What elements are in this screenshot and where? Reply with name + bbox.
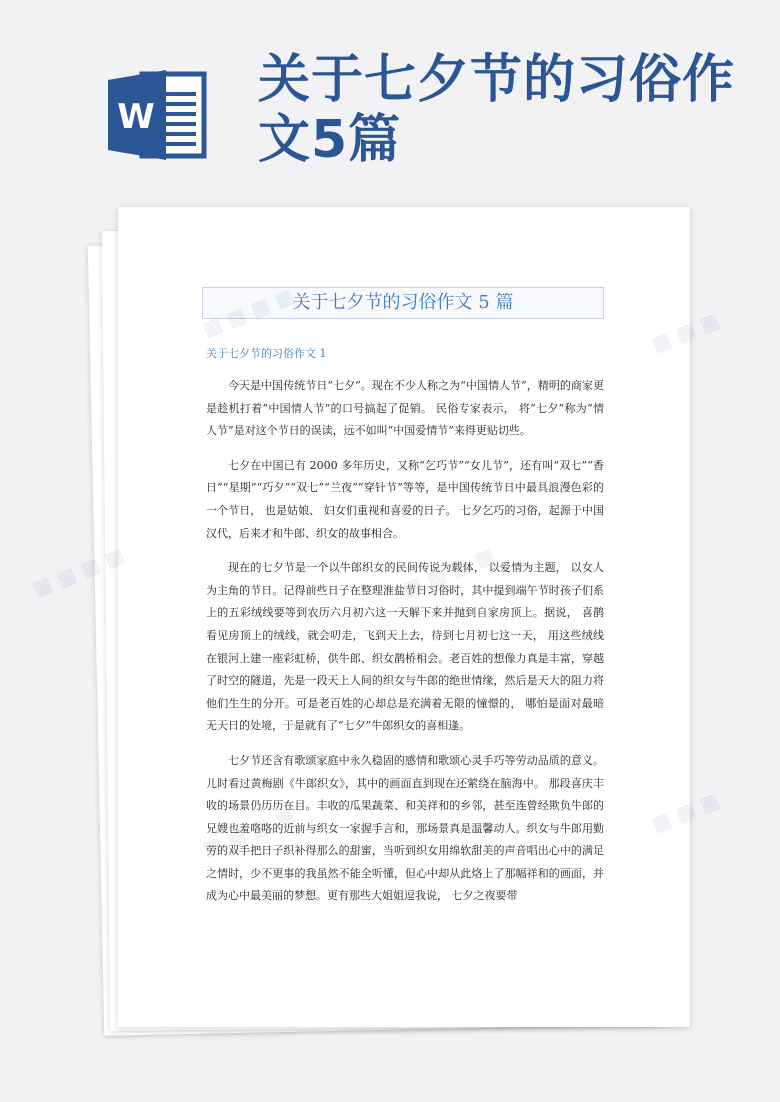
paragraph: 七夕在中国已有 2000 多年历史，又称“乞巧节”“女儿节”，还有叫“双七”“香日”“星期”“巧夕”“双七”“兰夜”“穿针节”等等，是中国传统节日中最具浪漫色彩的一个节日， 也是姑娘、 妇女们重视和喜爱的日子。 七夕乞巧的习俗，起源于中国汉代，后来才和牛郎、织女的故事相合。 [206,458,604,540]
document-title: 关于七夕节的习俗作文 5 篇 [202,287,604,319]
paragraph: 今天是中国传统节日“七夕”。现在不少人称之为“中国情人节”，精明的商家更是趁机打着“中国情人节”的口号搞起了促销。 民俗专家表示， 将“七夕”称为“情人节”是对这个节日的误读，远不如叫“中国爱情节”来得更贴切些。 [206,379,604,438]
document-page [118,207,690,1027]
watermark: ▦ ▦ ▦ ▦ [29,542,128,602]
section-heading: 关于七夕节的习俗作文 1 [206,347,327,360]
watermark: ▦ [696,787,723,817]
watermark: ▦ [696,307,723,337]
page-title: 关于七夕节的习俗作文5篇 [258,50,736,170]
paragraph: 现在的七夕节是一个以牛郎织女的民间传说为载体， 以爱情为主题， 以女人为主角的节日。记得前些日子在整理淮盐节日习俗时，其中提到端午节时孩子们系上的五彩绒线要等到农历六月初六这一天解下来并抛到自家房顶上。据说， 喜鹊看见房顶上的绒线，就会叨走，飞到天上去，待到七月初七这一天， 用这些绒线在银河上建一座彩虹桥，供牛郎、织女鹊桥相会。老百姓的想像力真是丰富，穿越了时空的隧道，先是一段天上人间的织女与牛郎的绝世情缘，然后是天大的阻力将他们生生的分开。可是老百姓的心却总是充满着无限的憧憬的， 哪怕是面对最暗无天日的处境，于是就有了“七夕”牛郎织女的喜相逢。 [206,561,604,733]
document-body [206,375,604,920]
word-logo-letter: W [117,97,155,137]
paragraph: 七夕节还含有歌颂家庭中永久稳固的感情和歌颂心灵手巧等劳动品质的意义。儿时看过黄梅剧《牛郎织女》，其中的画面直到现在还萦绕在脑海中。 那段喜庆丰收的场景仍历历在目。丰收的瓜果蔬菜、和美祥和的乡邻，甚至连曾经欺负牛郎的兄嫂也羞咯咯的近前与织女一家握手言和，那场景真是温馨动人。织女与牛郎用勤劳的双手把日子织补得那么的甜蜜，当听到织女用绵软甜美的声音唱出心中的满足之情时，少不更事的我虽然不能全听懂，但心中却从此烙上了那幅祥和的画面，并成为心中最美丽的梦想。更有那些大姐姐逗我说， 七夕之夜要带 [206,753,604,903]
word-document-icon [108,68,208,162]
